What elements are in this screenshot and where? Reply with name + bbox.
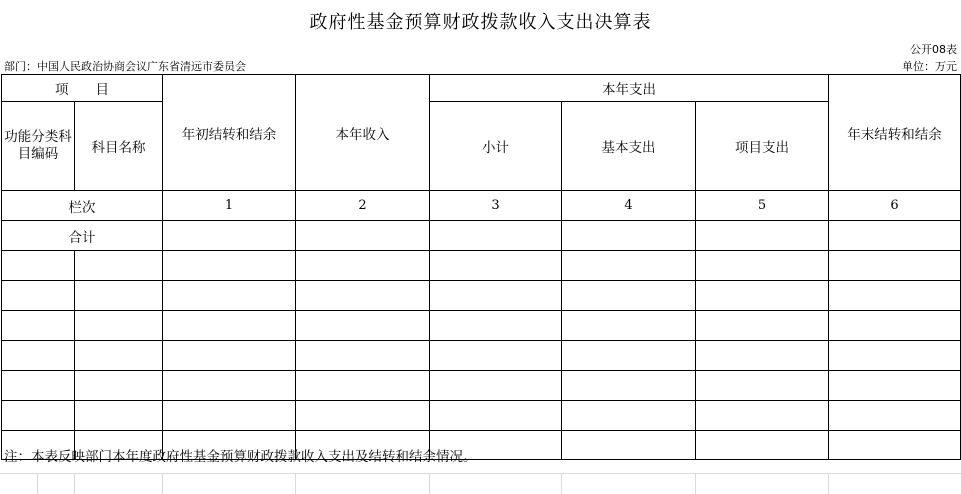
- sheet-gridline: [0, 473, 961, 474]
- table-cell[interactable]: [829, 401, 961, 431]
- header-row-2: [2, 102, 961, 191]
- column-number: 2: [296, 191, 430, 221]
- table-cell[interactable]: [829, 251, 961, 281]
- table-cell[interactable]: [2, 311, 75, 341]
- table-row: [2, 311, 961, 341]
- header-income: 本年收入: [296, 75, 430, 191]
- table-cell[interactable]: [696, 401, 829, 431]
- total-cell[interactable]: [829, 221, 961, 251]
- column-number: 3: [430, 191, 562, 221]
- table-cell[interactable]: [296, 281, 430, 311]
- table-cell[interactable]: [163, 371, 296, 401]
- header-begin-balance: 年初结转和结余: [163, 75, 296, 191]
- table-cell[interactable]: [75, 371, 163, 401]
- unit-label: 单位：万元: [902, 60, 957, 73]
- table-cell[interactable]: [296, 251, 430, 281]
- table-row: [2, 371, 961, 401]
- table-cell[interactable]: [163, 311, 296, 341]
- total-cell[interactable]: [163, 221, 296, 251]
- sheet-gridline: [695, 474, 696, 494]
- table-cell[interactable]: [696, 311, 829, 341]
- header-end-balance: 年末结转和结余: [829, 75, 961, 191]
- table-cell[interactable]: [562, 311, 696, 341]
- table-cell[interactable]: [163, 341, 296, 371]
- table-cell[interactable]: [75, 281, 163, 311]
- table-cell[interactable]: [2, 251, 75, 281]
- table-cell[interactable]: [562, 371, 696, 401]
- table-cell[interactable]: [2, 401, 75, 431]
- table-cell[interactable]: [163, 251, 296, 281]
- budget-table: [1, 74, 961, 460]
- table-cell[interactable]: [163, 401, 296, 431]
- table-cell[interactable]: [829, 371, 961, 401]
- total-cell[interactable]: [562, 221, 696, 251]
- table-cell[interactable]: [562, 281, 696, 311]
- table-cell[interactable]: [75, 341, 163, 371]
- table-cell[interactable]: [75, 251, 163, 281]
- table-cell[interactable]: [430, 281, 562, 311]
- header-subject-name: 科目名称: [75, 102, 163, 191]
- header-project: 项 目: [2, 75, 163, 102]
- table-cell[interactable]: [696, 341, 829, 371]
- sheet-gridline: [37, 474, 38, 494]
- column-number-row: [2, 191, 961, 221]
- table-row: [2, 251, 961, 281]
- total-label: 合计: [2, 221, 163, 251]
- table-cell[interactable]: [296, 401, 430, 431]
- total-row: [2, 221, 961, 251]
- table-cell[interactable]: [75, 311, 163, 341]
- header-basic-expense: 基本支出: [562, 102, 696, 191]
- table-cell[interactable]: [296, 341, 430, 371]
- table-cell[interactable]: [829, 311, 961, 341]
- table-cell[interactable]: [2, 371, 75, 401]
- form-number: 公开08表: [910, 43, 957, 56]
- table-cell[interactable]: [430, 251, 562, 281]
- footnote: 注：本表反映部门本年度政府性基金预算财政拨款收入支出及结转和结余情况。: [4, 449, 477, 465]
- table-cell[interactable]: [430, 341, 562, 371]
- column-number: 6: [829, 191, 961, 221]
- table-row: [2, 341, 961, 371]
- sheet-gridline: [828, 474, 829, 494]
- table-cell[interactable]: [562, 401, 696, 431]
- table-cell[interactable]: [296, 371, 430, 401]
- sheet-gridline: [74, 474, 75, 494]
- table-cell[interactable]: [2, 281, 75, 311]
- table-cell[interactable]: [696, 431, 829, 460]
- sheet-gridline: [429, 474, 430, 494]
- table-cell[interactable]: [430, 371, 562, 401]
- total-cell[interactable]: [696, 221, 829, 251]
- total-cell[interactable]: [296, 221, 430, 251]
- table-cell[interactable]: [696, 371, 829, 401]
- table-cell[interactable]: [696, 251, 829, 281]
- header-row-1: [2, 75, 961, 102]
- column-number: 4: [562, 191, 696, 221]
- table-cell[interactable]: [430, 401, 562, 431]
- column-number-label: 栏次: [2, 191, 163, 221]
- table-cell[interactable]: [829, 431, 961, 460]
- column-number: 5: [696, 191, 829, 221]
- header-expense-group: 本年支出: [430, 75, 829, 102]
- table-cell[interactable]: [562, 431, 696, 460]
- page-title: 政府性基金预算财政拨款收入支出决算表: [309, 12, 652, 33]
- sheet-gridline: [295, 474, 296, 494]
- table-row: [2, 281, 961, 311]
- table-cell[interactable]: [430, 311, 562, 341]
- header-subtotal: 小计: [430, 102, 562, 191]
- sheet-gridline: [162, 474, 163, 494]
- table-cell[interactable]: [562, 251, 696, 281]
- column-number: 1: [163, 191, 296, 221]
- table-cell[interactable]: [696, 281, 829, 311]
- table-row: [2, 401, 961, 431]
- header-project-expense: 项目支出: [696, 102, 829, 191]
- table-cell[interactable]: [829, 341, 961, 371]
- table-cell[interactable]: [75, 401, 163, 431]
- header-func-code: 功能分类科目编码: [2, 102, 75, 191]
- table-cell[interactable]: [562, 341, 696, 371]
- table-cell[interactable]: [296, 311, 430, 341]
- table-cell[interactable]: [2, 341, 75, 371]
- total-cell[interactable]: [430, 221, 562, 251]
- sheet-gridline: [561, 474, 562, 494]
- table-cell[interactable]: [163, 281, 296, 311]
- table-cell[interactable]: [829, 281, 961, 311]
- department-label: 部门：中国人民政治协商会议广东省清远市委员会: [4, 60, 246, 73]
